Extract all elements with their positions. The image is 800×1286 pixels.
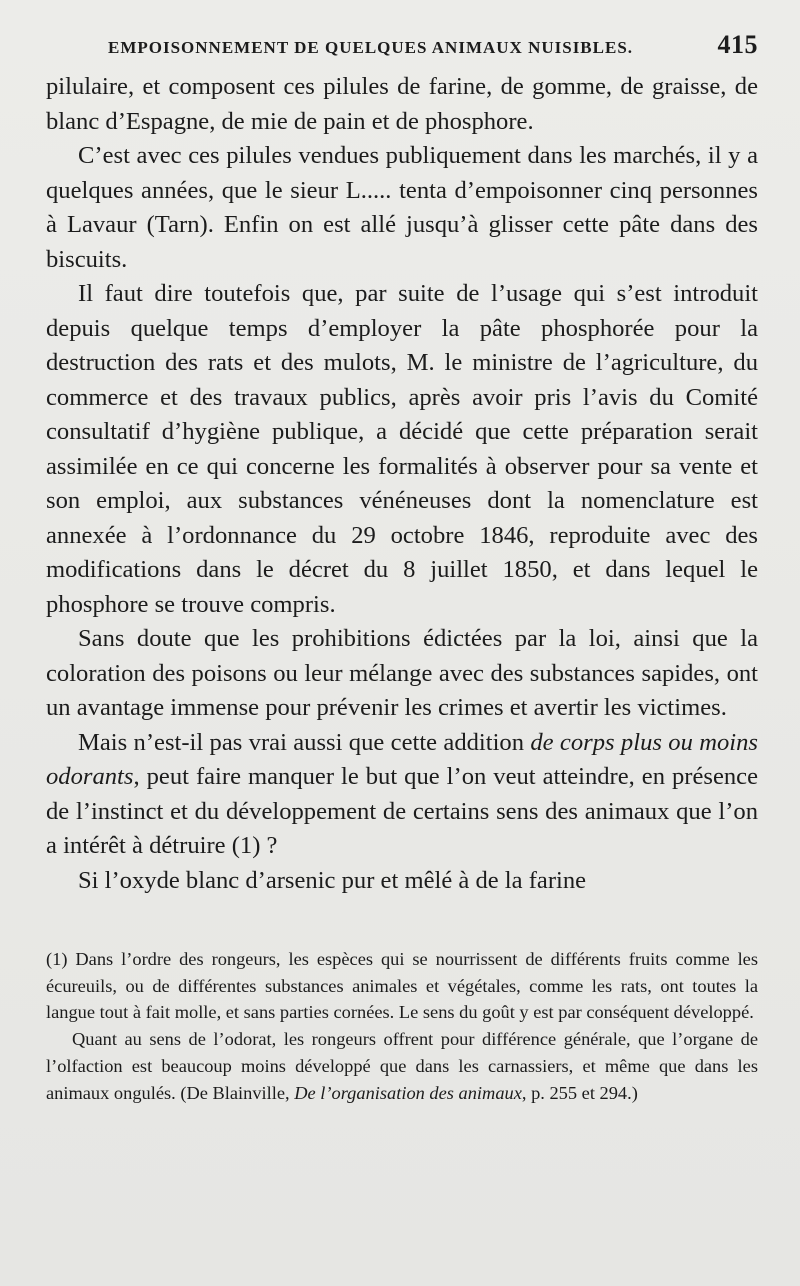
paragraph: Il faut dire toutefois que, par suite de l’usage qui s’est introduit depuis quelque temps d’employer la pâte phosphorée pour la destruction des rats et des mulots, M. le ministre de l’agriculture, du commerce et des travaux publics, après avoir pris l’avis du Comité consultatif d’hygiène publique, a décidé que cette préparation serait assimilée en ce qui concerne les formalités à observer pour sa vente et son emploi, aux substances vénéneuses dont la nomenclature est annexée à l’ordonnance du 29 octobre 1846, reproduite avec des modifications dans le décret du 8 juillet 1850, et dans lequel le phosphore se trouve compris. (46, 280, 758, 618)
paragraph-text: , peut faire manquer le but que l’on veut atteindre, en présence de l’instinct et du développement de certains sens des animaux que l’on a intérêt à détruire (1) ? (46, 763, 758, 859)
page-number: 415 (717, 30, 758, 59)
footnote (46, 1026, 758, 1106)
paragraph (46, 726, 758, 864)
footnotes (46, 946, 758, 1106)
italic-phrase: de corps plus ou moins odorants (46, 728, 758, 790)
paragraph: Si l’oxyde blanc d’arsenic pur et mêlé à de la farine (78, 866, 587, 894)
footnote-text: , p. 255 et 294.) (521, 1082, 638, 1103)
paragraph: Sans doute que les prohibitions édictées par la loi, ainsi que la coloration des poisons ou leur mélange avec des substances sapides, ont un avantage immense pour prévenir les crimes et avertir les victimes. (46, 625, 758, 721)
main-text (46, 70, 758, 898)
footnote-text: Quant au sens de l’odorat, les rongeurs offrent pour différence générale, que l’organe de l’olfaction est beaucoup moins développé que dans les carnassiers, et même que dans les animaux ongulés. (De Blainville, (46, 1029, 758, 1103)
running-head (108, 30, 758, 70)
footnote: (1) Dans l’ordre des rongeurs, les espèces qui se nourrissent de différents fruits comme les écureuils, ou de différentes substances animales et végétales, comme les rats, ont toutes la langue tout à fait molle, et sans parties cornées. Le sens du goût y est par conséquent développé. (46, 949, 758, 1023)
book-title: De l’organisation des animaux (294, 1082, 522, 1103)
paragraph-text: Mais n’est-il pas vrai aussi que cette addition (78, 728, 531, 756)
paragraph: pilulaire, et composent ces pilules de farine, de gomme, de graisse, de blanc d’Espagne, de mie de pain et de phosphore. (46, 73, 758, 135)
paragraph: C’est avec ces pilules vendues publiquement dans les marchés, il y a quelques années, que le sieur L..... tenta d’empoisonner cinq personnes à Lavaur (Tarn). Enfin on est allé jusqu’à glisser cette pâte dans des biscuits. (46, 142, 758, 273)
running-title: EMPOISONNEMENT DE QUELQUES ANIMAUX NUISIBLES. (108, 38, 634, 57)
